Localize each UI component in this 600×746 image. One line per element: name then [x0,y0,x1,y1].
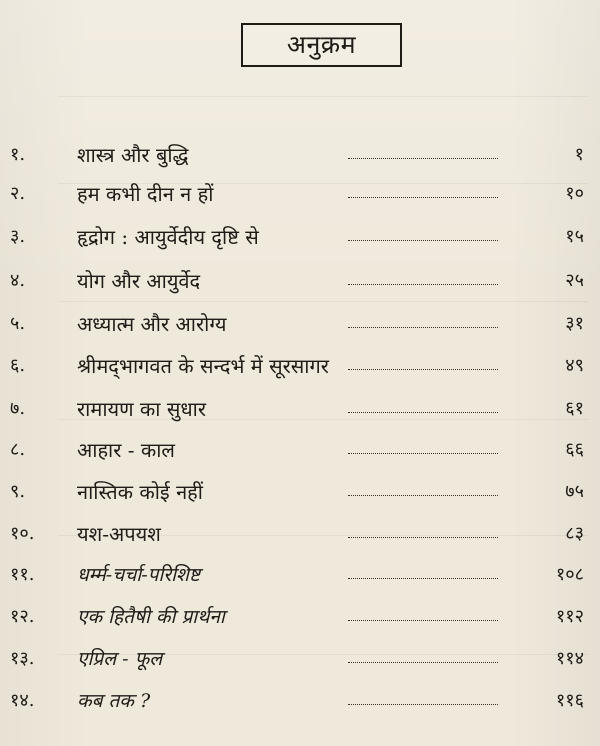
toc-item-1 [0,140,600,170]
toc-number: १०. [10,523,35,544]
dot-leader [348,197,498,198]
toc-page-number: ११६ [555,690,584,711]
page-bleedthrough-line [58,301,588,302]
toc-item-3 [0,222,600,252]
toc-page-number: ६६ [565,439,584,460]
toc-item-13 [0,644,600,674]
toc-page-number: ११४ [555,648,584,669]
toc-item-8 [0,435,600,465]
toc-item-9 [0,477,600,507]
toc-label: हम कभी दीन न हों [77,182,214,206]
dot-leader [348,578,498,579]
dot-leader [348,537,498,538]
dot-leader [348,620,498,621]
toc-label: धर्म्म-चर्चा-परिशिष्ट [77,564,201,586]
dot-leader [348,704,498,705]
toc-number: ७. [10,398,26,419]
dot-leader [348,453,498,454]
page-bleedthrough-line [58,96,588,97]
page-title: अनुक्रम [286,29,357,59]
dot-leader [348,284,498,285]
toc-number: १४. [10,690,35,711]
toc-number: ८. [10,439,26,460]
toc-number: २. [10,183,26,204]
toc-item-7 [0,394,600,424]
toc-item-6 [0,351,600,381]
toc-label: एक हितैषी की प्रार्थना [77,606,225,628]
toc-item-11 [0,560,600,590]
toc-label: शास्त्र और बुद्धि [77,143,189,167]
toc-page-number: ६१ [565,398,584,419]
dot-leader [348,240,498,241]
toc-label: कब तक ? [77,690,151,712]
toc-item-2 [0,179,600,209]
toc-page-number: १० [565,183,584,204]
toc-label: रामायण का सुधार [77,397,206,421]
dot-leader [348,327,498,328]
toc-page-number: ४९ [565,355,584,376]
toc-page-number: १ [574,144,584,165]
toc-item-14 [0,686,600,716]
toc-number: ४. [10,270,26,291]
toc-page-number: १५ [565,226,584,247]
toc-item-4 [0,266,600,296]
toc-item-10 [0,519,600,549]
toc-label: यश-अपयश [77,522,161,546]
toc-page-number: ७५ [565,481,584,502]
toc-number: ५. [10,313,26,334]
toc-number: ६. [10,355,26,376]
dot-leader [348,662,498,663]
toc-number: ११. [10,564,35,585]
toc-item-12 [0,602,600,632]
toc-number: ९. [10,481,26,502]
dot-leader [348,369,498,370]
toc-number: १२. [10,606,35,627]
toc-label: अध्यात्म और आरोग्य [77,312,227,336]
toc-page-number: ३१ [565,313,584,334]
toc-label: श्रीमद्‌भागवत के सन्दर्भ में सूरसागर [77,354,329,378]
toc-item-5 [0,309,600,339]
toc-label: नास्तिक कोई नहीं [77,480,203,504]
toc-page-number: २५ [565,270,584,291]
dot-leader [348,158,498,159]
toc-number: ३. [10,226,26,247]
dot-leader [348,495,498,496]
toc-page-number: १०८ [555,564,584,585]
toc-label: योग और आयुर्वेद [77,269,201,293]
toc-number: १३. [10,648,35,669]
toc-label: एप्रिल - फूल [77,648,163,670]
dot-leader [348,412,498,413]
toc-page-number: ८३ [565,523,584,544]
toc-label: हृद्रोग : आयुर्वेदीय दृष्टि से [77,225,259,249]
toc-page-number: ११२ [555,606,584,627]
title-box [241,23,402,67]
toc-label: आहार - काल [77,438,175,462]
toc-number: १. [10,144,26,165]
